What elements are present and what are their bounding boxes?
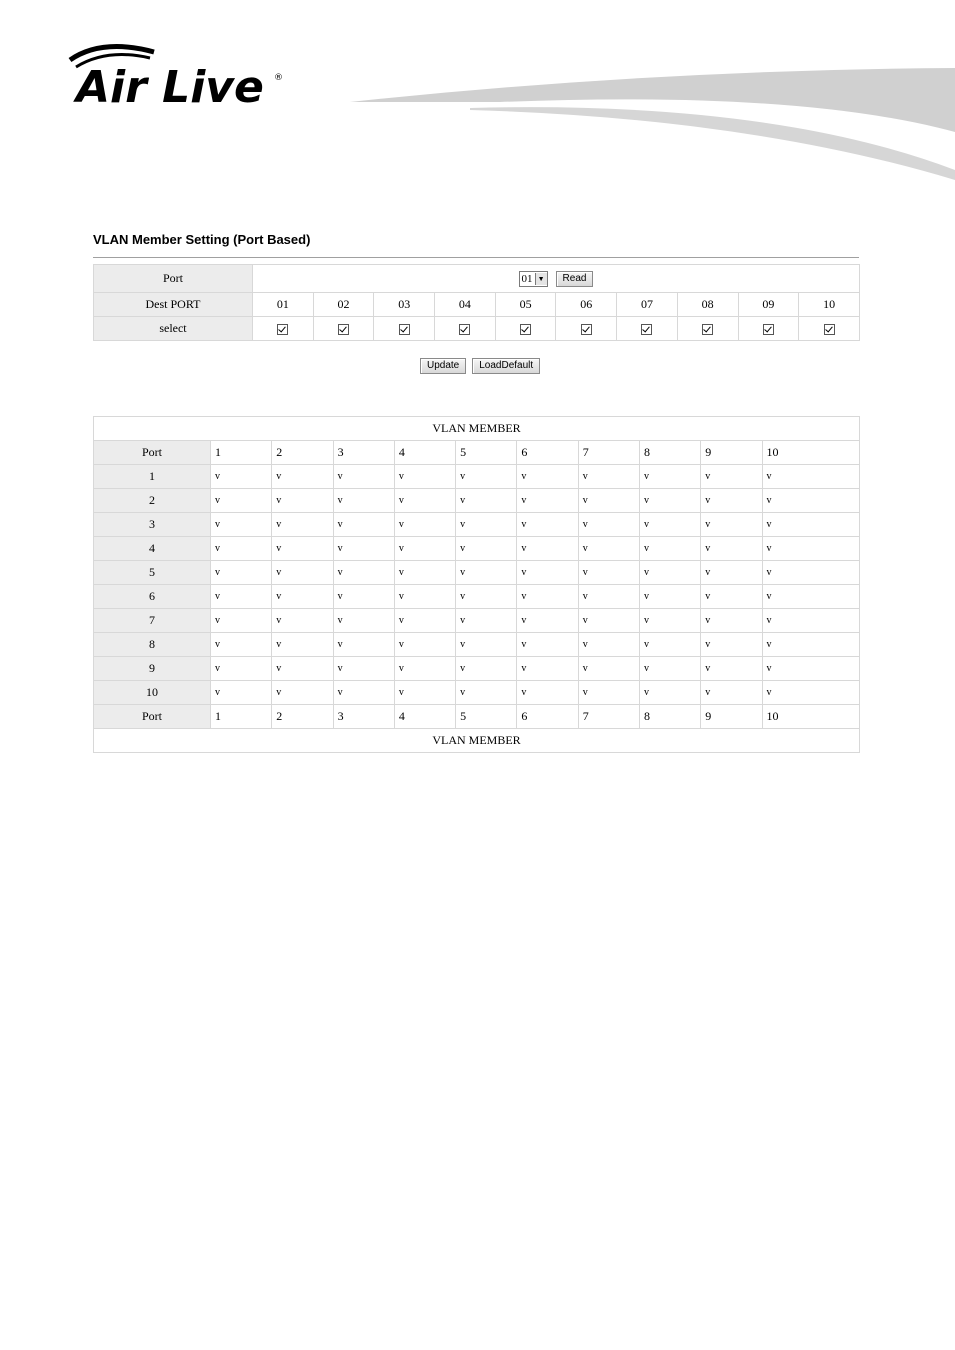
- member-cell: v: [517, 609, 577, 632]
- table-row: [94, 465, 859, 488]
- member-cell: v: [334, 633, 394, 656]
- member-cell: v: [456, 681, 516, 704]
- member-cell: v: [701, 585, 761, 608]
- member-cell: v: [334, 537, 394, 560]
- title-divider: [93, 257, 859, 258]
- read-button[interactable]: Read: [556, 271, 594, 287]
- port-select-cell: [253, 265, 859, 292]
- member-cell: v: [701, 657, 761, 680]
- member-cell: v: [579, 657, 639, 680]
- member-cell: v: [517, 633, 577, 656]
- member-cell: v: [517, 585, 577, 608]
- table-row: [94, 489, 859, 512]
- member-cell: v: [211, 513, 271, 536]
- table-row: [94, 537, 859, 560]
- member-cell: v: [640, 609, 700, 632]
- action-buttons: [420, 358, 540, 374]
- member-cell: v: [272, 633, 332, 656]
- member-cell: v: [211, 489, 271, 512]
- column-header-2: 2: [272, 705, 332, 728]
- row-port-label: 4: [94, 537, 210, 560]
- member-cell: v: [272, 681, 332, 704]
- member-cell: v: [211, 561, 271, 584]
- member-caption-top: VLAN MEMBER: [94, 417, 859, 440]
- dest-port-5: 05: [496, 293, 556, 316]
- dest-port-2: 02: [314, 293, 374, 316]
- load-default-button[interactable]: LoadDefault: [472, 358, 540, 374]
- column-header-9: 9: [701, 441, 761, 464]
- member-cell: v: [640, 513, 700, 536]
- member-cell: v: [763, 657, 859, 680]
- member-cell: v: [579, 537, 639, 560]
- dest-port-6: 06: [556, 293, 616, 316]
- select-cell-1: [253, 317, 313, 340]
- member-cell: v: [640, 585, 700, 608]
- column-header-4: 4: [395, 441, 455, 464]
- member-cell: v: [763, 585, 859, 608]
- row-port-label: 10: [94, 681, 210, 704]
- member-cell: v: [456, 585, 516, 608]
- member-cell: v: [763, 633, 859, 656]
- member-cell: v: [334, 489, 394, 512]
- update-button[interactable]: Update: [420, 358, 466, 374]
- dest-port-3: 03: [374, 293, 434, 316]
- member-cell: v: [640, 561, 700, 584]
- port-checkbox-2[interactable]: [338, 324, 349, 335]
- logo-text: Air Live: [76, 62, 264, 110]
- member-cell: v: [579, 489, 639, 512]
- member-cell: v: [701, 609, 761, 632]
- select-cell-10: [799, 317, 859, 340]
- port-checkbox-7[interactable]: [641, 324, 652, 335]
- member-cell: v: [579, 609, 639, 632]
- member-cell: v: [395, 681, 455, 704]
- member-cell: v: [395, 489, 455, 512]
- member-cell: v: [579, 465, 639, 488]
- member-cell: v: [456, 633, 516, 656]
- member-cell: v: [763, 489, 859, 512]
- member-cell: v: [640, 633, 700, 656]
- member-cell: v: [334, 609, 394, 632]
- member-cell: v: [456, 537, 516, 560]
- column-header-1: 1: [211, 441, 271, 464]
- member-cell: v: [579, 561, 639, 584]
- port-header-label: Port: [94, 441, 210, 464]
- row-port-label: 1: [94, 465, 210, 488]
- member-cell: v: [517, 489, 577, 512]
- vlan-member-table: [93, 416, 860, 753]
- table-row: [94, 561, 859, 584]
- member-cell: v: [763, 465, 859, 488]
- column-header-8: 8: [640, 705, 700, 728]
- member-cell: v: [211, 585, 271, 608]
- select-cell-4: [435, 317, 495, 340]
- port-label: Port: [94, 265, 252, 292]
- member-cell: v: [701, 681, 761, 704]
- member-cell: v: [579, 633, 639, 656]
- member-cell: v: [211, 537, 271, 560]
- member-cell: v: [334, 657, 394, 680]
- member-cell: v: [334, 465, 394, 488]
- header-swoosh: [350, 60, 955, 190]
- member-cell: v: [763, 537, 859, 560]
- port-checkbox-9[interactable]: [763, 324, 774, 335]
- member-cell: v: [579, 585, 639, 608]
- row-port-label: 3: [94, 513, 210, 536]
- member-cell: v: [211, 609, 271, 632]
- member-cell: v: [579, 513, 639, 536]
- member-cell: v: [334, 513, 394, 536]
- member-cell: v: [211, 681, 271, 704]
- column-header-10: 10: [763, 441, 859, 464]
- select-cell-6: [556, 317, 616, 340]
- select-cell-3: [374, 317, 434, 340]
- member-cell: v: [763, 681, 859, 704]
- member-cell: v: [517, 465, 577, 488]
- member-cell: v: [517, 513, 577, 536]
- member-cell: v: [763, 561, 859, 584]
- port-checkbox-10[interactable]: [824, 324, 835, 335]
- member-cell: v: [701, 465, 761, 488]
- member-cell: v: [456, 465, 516, 488]
- member-cell: v: [395, 465, 455, 488]
- table-row: [94, 681, 859, 704]
- column-header-1: 1: [211, 705, 271, 728]
- member-cell: v: [334, 561, 394, 584]
- row-port-label: 8: [94, 633, 210, 656]
- member-cell: v: [701, 513, 761, 536]
- row-port-label: 2: [94, 489, 210, 512]
- dest-port-8: 08: [678, 293, 738, 316]
- member-footer-row: [94, 705, 859, 728]
- row-port-label: 6: [94, 585, 210, 608]
- select-cell-5: [496, 317, 556, 340]
- member-cell: v: [640, 681, 700, 704]
- column-header-6: 6: [517, 705, 577, 728]
- select-label: select: [94, 317, 252, 340]
- select-cell-7: [617, 317, 677, 340]
- member-cell: v: [456, 513, 516, 536]
- member-cell: v: [395, 609, 455, 632]
- member-cell: v: [272, 561, 332, 584]
- airlive-logo: [62, 40, 292, 110]
- member-cell: v: [456, 561, 516, 584]
- member-cell: v: [272, 513, 332, 536]
- table-row: [94, 633, 859, 656]
- column-header-9: 9: [701, 705, 761, 728]
- member-cell: v: [640, 657, 700, 680]
- member-cell: v: [211, 657, 271, 680]
- member-cell: v: [395, 513, 455, 536]
- member-cell: v: [395, 633, 455, 656]
- member-cell: v: [211, 465, 271, 488]
- port-checkbox-6[interactable]: [581, 324, 592, 335]
- member-cell: v: [272, 585, 332, 608]
- row-port-label: 9: [94, 657, 210, 680]
- member-cell: v: [456, 657, 516, 680]
- column-header-10: 10: [763, 705, 859, 728]
- member-cell: v: [640, 489, 700, 512]
- member-cell: v: [211, 633, 271, 656]
- page-title: VLAN Member Setting (Port Based): [93, 232, 311, 247]
- member-cell: v: [272, 489, 332, 512]
- column-header-7: 7: [579, 705, 639, 728]
- row-port-label: 7: [94, 609, 210, 632]
- member-cell: v: [517, 681, 577, 704]
- member-cell: v: [701, 561, 761, 584]
- member-cell: v: [763, 609, 859, 632]
- member-cell: v: [517, 657, 577, 680]
- member-cell: v: [334, 585, 394, 608]
- member-cell: v: [701, 537, 761, 560]
- member-cell: v: [456, 489, 516, 512]
- port-checkbox-4[interactable]: [459, 324, 470, 335]
- column-header-5: 5: [456, 441, 516, 464]
- column-header-3: 3: [334, 705, 394, 728]
- vlan-setting-table: [93, 264, 860, 341]
- member-header-row: [94, 441, 859, 464]
- member-cell: v: [763, 513, 859, 536]
- dest-port-10: 10: [799, 293, 859, 316]
- member-cell: v: [701, 633, 761, 656]
- column-header-6: 6: [517, 441, 577, 464]
- dest-port-4: 04: [435, 293, 495, 316]
- member-cell: v: [272, 609, 332, 632]
- port-checkbox-5[interactable]: [520, 324, 531, 335]
- column-header-4: 4: [395, 705, 455, 728]
- member-cell: v: [456, 609, 516, 632]
- select-cell-8: [678, 317, 738, 340]
- port-checkbox-8[interactable]: [702, 324, 713, 335]
- member-cell: v: [395, 585, 455, 608]
- port-checkbox-3[interactable]: [399, 324, 410, 335]
- port-select[interactable]: [519, 271, 548, 287]
- table-row: [94, 513, 859, 536]
- select-cell-9: [739, 317, 799, 340]
- port-select-value: 01: [521, 272, 533, 285]
- member-cell: v: [272, 657, 332, 680]
- column-header-7: 7: [579, 441, 639, 464]
- member-cell: v: [272, 465, 332, 488]
- table-row: [94, 585, 859, 608]
- column-header-2: 2: [272, 441, 332, 464]
- port-checkbox-1[interactable]: [277, 324, 288, 335]
- dest-port-7: 07: [617, 293, 677, 316]
- member-cell: v: [395, 561, 455, 584]
- member-cell: v: [334, 681, 394, 704]
- dest-port-label: Dest PORT: [94, 293, 252, 316]
- port-header-label: Port: [94, 705, 210, 728]
- member-cell: v: [640, 537, 700, 560]
- row-port-label: 5: [94, 561, 210, 584]
- select-cell-2: [314, 317, 374, 340]
- member-cell: v: [395, 657, 455, 680]
- column-header-8: 8: [640, 441, 700, 464]
- member-cell: v: [517, 537, 577, 560]
- member-caption-bottom: VLAN MEMBER: [94, 729, 859, 752]
- dest-port-1: 01: [253, 293, 313, 316]
- member-cell: v: [395, 537, 455, 560]
- dest-port-9: 09: [739, 293, 799, 316]
- member-cell: v: [640, 465, 700, 488]
- column-header-3: 3: [334, 441, 394, 464]
- chevron-down-icon: ▼: [535, 273, 547, 285]
- column-header-5: 5: [456, 705, 516, 728]
- member-cell: v: [272, 537, 332, 560]
- member-cell: v: [517, 561, 577, 584]
- member-cell: v: [579, 681, 639, 704]
- table-row: [94, 657, 859, 680]
- registered-mark: ®: [274, 73, 283, 83]
- table-row: [94, 609, 859, 632]
- member-cell: v: [701, 489, 761, 512]
